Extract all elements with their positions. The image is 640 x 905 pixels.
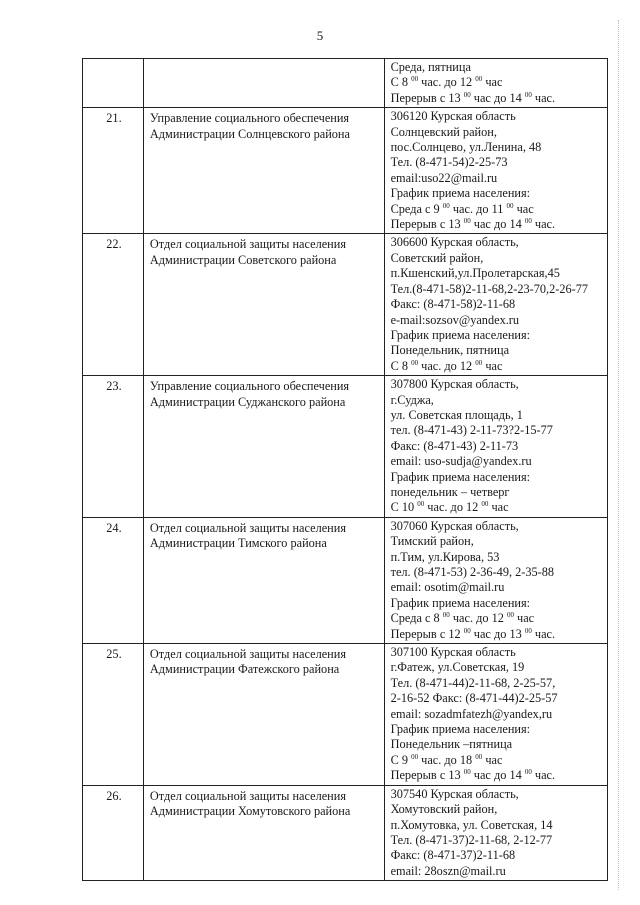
contact-line [391, 611, 603, 626]
contact-text: График приема населения: [390, 595, 531, 610]
contact-line [391, 565, 603, 580]
contact-text: час [482, 75, 503, 90]
contact-line [391, 802, 603, 817]
time-minutes-superscript: 00 [524, 216, 532, 225]
contact-line [391, 534, 603, 549]
contact-line [391, 848, 603, 863]
contact-line [391, 140, 603, 155]
contact-line [391, 343, 603, 358]
contact-text: 306600 Курская область, [390, 235, 519, 250]
page-number: 5 [316, 28, 324, 43]
office-contacts [384, 644, 607, 786]
contact-text: п.Хомутовка, ул. Советская, 14 [390, 817, 553, 832]
office-name-line: Администрации Солнцевского района [149, 126, 350, 141]
contact-line [391, 297, 603, 312]
time-minutes-superscript: 00 [463, 90, 471, 99]
contact-line [391, 125, 603, 140]
time-minutes-superscript: 00 [411, 75, 419, 84]
row-number: 22. [83, 234, 144, 376]
contact-text: понедельник – четверг [390, 484, 510, 499]
contact-text: Тел. (8-471-54)2-25-73 [390, 155, 508, 170]
contact-line [391, 737, 603, 752]
office-contacts [384, 59, 607, 108]
contact-line [391, 864, 603, 879]
contact-text: Понедельник, пятница [390, 343, 510, 358]
contact-text: Перерыв с 13 [390, 768, 464, 783]
contact-text: час. до 12 [418, 358, 476, 373]
office-name [143, 644, 384, 786]
contact-text: час. до 12 [424, 500, 482, 515]
time-minutes-superscript: 00 [475, 358, 483, 367]
office-name-line: Администрации Советского района [149, 252, 337, 267]
contact-line [391, 660, 603, 675]
contact-line [391, 645, 603, 660]
contact-line [391, 485, 603, 500]
office-name-line: Управление социального обеспечения [149, 379, 350, 394]
table-row [83, 644, 608, 786]
contact-text: График приема населения: [390, 722, 531, 737]
time-minutes-superscript: 00 [411, 752, 419, 761]
page-edge-divider [618, 20, 620, 890]
contact-text: час. [531, 90, 556, 105]
contact-line [391, 722, 603, 737]
contact-line [391, 691, 603, 706]
contact-line [391, 328, 603, 343]
contact-line [391, 235, 603, 250]
contact-text: 307800 Курская область, [390, 377, 519, 392]
office-name [143, 376, 384, 518]
contact-text: 2-16-52 Факс: (8-471-44)2-25-57 [390, 691, 558, 706]
contact-text: С 8 [390, 358, 412, 373]
contact-text: Тел.(8-471-58)2-11-68,2-23-70,2-26-77 [390, 281, 589, 296]
contact-line [391, 359, 603, 374]
table-row [83, 234, 608, 376]
contact-text: пос.Солнцево, ул.Ленина, 48 [390, 140, 542, 155]
row-number [83, 59, 144, 108]
time-minutes-superscript: 00 [463, 216, 471, 225]
contact-line [391, 833, 603, 848]
office-name-line: Администрации Фатежского района [149, 662, 340, 677]
contact-text: час. до 18 [418, 752, 476, 767]
contact-line [391, 627, 603, 642]
office-contacts [384, 108, 607, 234]
contact-line [391, 282, 603, 297]
office-name [143, 785, 384, 880]
office-name-line: Отдел социальной защиты населения [149, 647, 346, 662]
office-name [143, 234, 384, 376]
contact-line [391, 109, 603, 124]
contact-text: Солнцевский район, [390, 124, 497, 139]
contact-line [391, 818, 603, 833]
table-row [83, 376, 608, 518]
contact-text: 306120 Курская область [390, 109, 516, 124]
contact-line [391, 470, 603, 485]
row-number: 26. [83, 785, 144, 880]
contact-line [391, 377, 603, 392]
table-row [83, 517, 608, 643]
contact-text: Перерыв с 12 [390, 626, 464, 641]
time-minutes-superscript: 00 [506, 611, 514, 620]
office-contacts [384, 376, 607, 518]
contact-text: час до 14 [470, 768, 525, 783]
contact-text: 307100 Курская область [390, 645, 516, 660]
contact-text: С 9 [390, 752, 412, 767]
row-number: 24. [83, 517, 144, 643]
contact-text: Перерыв с 13 [390, 217, 464, 232]
contact-text: п.Тим, ул.Кирова, 53 [390, 549, 500, 564]
contact-text: час. [531, 217, 556, 232]
row-number: 25. [83, 644, 144, 786]
table-row [83, 108, 608, 234]
office-contacts [384, 517, 607, 643]
office-name-line: Администрации Суджанского района [149, 394, 346, 409]
time-minutes-superscript: 00 [442, 201, 450, 210]
offices-table [82, 58, 608, 881]
table-row [83, 59, 608, 108]
contact-text: час. до 12 [418, 75, 476, 90]
time-minutes-superscript: 00 [475, 75, 483, 84]
office-name-line: Отдел социальной защиты населения [149, 520, 346, 535]
office-name [143, 517, 384, 643]
contact-text: Тел. (8-471-44)2-11-68, 2-25-57, [390, 675, 556, 690]
contact-line [391, 423, 603, 438]
office-name-line: Управление социального обеспечения [149, 111, 350, 126]
contact-text: час [488, 500, 509, 515]
contact-text: С 8 [390, 75, 412, 90]
contact-text: График приема населения: [390, 186, 531, 201]
contact-text: час [482, 752, 503, 767]
contact-text: email: osotim@mail.ru [390, 580, 505, 595]
contact-text: Тимский район, [390, 534, 474, 549]
contact-text: Факс: (8-471-43) 2-11-73 [390, 438, 519, 453]
contact-line [391, 313, 603, 328]
contact-text: ул. Советская площадь, 1 [390, 407, 523, 422]
time-minutes-superscript: 00 [463, 768, 471, 777]
contact-line [391, 676, 603, 691]
contact-text: e-mail:sozsov@yandex.ru [390, 312, 520, 327]
contact-text: час [482, 358, 503, 373]
contact-text: час до 14 [470, 217, 525, 232]
contact-text: час. до 12 [449, 611, 507, 626]
contact-line [391, 155, 603, 170]
contact-text: 307540 Курская область, [390, 786, 519, 801]
contact-text: email: 28oszn@mail.ru [390, 863, 506, 878]
contact-text: час до 14 [470, 90, 525, 105]
contact-text: Среда, пятница [390, 60, 471, 74]
contact-line [391, 439, 603, 454]
contact-text: Факс: (8-471-58)2-11-68 [390, 297, 516, 312]
office-contacts [384, 234, 607, 376]
contact-line [391, 60, 603, 75]
contact-text: 307060 Курская область, [390, 518, 519, 533]
time-minutes-superscript: 00 [411, 358, 419, 367]
contact-text: час [513, 201, 534, 216]
contact-text: email: uso-sudja@yandex.ru [390, 454, 532, 469]
contact-text: г.Суджа, [390, 392, 434, 407]
contact-line [391, 768, 603, 783]
contact-text: Тел. (8-471-37)2-11-68, 2-12-77 [390, 832, 553, 847]
contact-text: час. до 11 [449, 201, 507, 216]
contact-text: час. [531, 768, 556, 783]
contact-text: час. [531, 626, 556, 641]
contact-line [391, 186, 603, 201]
contact-line [391, 171, 603, 186]
contact-text: тел. (8-471-43) 2-11-73?2-15-77 [390, 423, 553, 438]
contact-text: Советский район, [390, 250, 484, 265]
contact-text: Факс: (8-471-37)2-11-68 [390, 848, 516, 863]
contact-text: Хомутовский район, [390, 802, 498, 817]
office-contacts [384, 785, 607, 880]
contact-text: График приема населения: [390, 327, 531, 342]
contact-text: тел. (8-471-53) 2-36-49, 2-35-88 [390, 565, 555, 579]
contact-line [391, 519, 603, 534]
time-minutes-superscript: 00 [417, 500, 425, 509]
office-name-line: Администрации Хомутовского района [149, 804, 351, 819]
contact-text: С 10 [390, 500, 418, 515]
contact-line [391, 707, 603, 722]
contact-line [391, 393, 603, 408]
contact-line [391, 408, 603, 423]
contact-line [391, 500, 603, 515]
contact-text: Среда с 9 [390, 201, 443, 216]
contact-line [391, 91, 603, 106]
office-name [143, 108, 384, 234]
contact-text: час до 13 [470, 626, 525, 641]
contact-text: п.Кшенский,ул.Пролетарская,45 [390, 266, 560, 281]
contact-line [391, 753, 603, 768]
contact-line [391, 580, 603, 595]
contact-text: График приема населения: [390, 469, 531, 484]
contact-text: г.Фатеж, ул.Советская, 19 [390, 660, 525, 675]
contact-line [391, 596, 603, 611]
contact-text: email: sozadmfatezh@yandex,ru [390, 706, 553, 721]
contact-line [391, 217, 603, 232]
contact-line [391, 75, 603, 90]
contact-text: Перерыв с 13 [390, 90, 464, 105]
time-minutes-superscript: 00 [463, 626, 471, 635]
time-minutes-superscript: 00 [481, 500, 489, 509]
offices-table-body [83, 59, 608, 881]
office-name [143, 59, 384, 108]
contact-line [391, 266, 603, 281]
time-minutes-superscript: 00 [475, 752, 483, 761]
time-minutes-superscript: 00 [524, 90, 532, 99]
office-name-line: Отдел социальной защиты населения [149, 788, 346, 803]
time-minutes-superscript: 00 [524, 626, 532, 635]
contact-text: email:uso22@mail.ru [390, 170, 498, 185]
time-minutes-superscript: 00 [442, 611, 450, 620]
office-name-line: Администрации Тимского района [149, 536, 327, 551]
time-minutes-superscript: 00 [506, 201, 514, 210]
row-number: 23. [83, 376, 144, 518]
contact-line [391, 251, 603, 266]
office-name-line: Отдел социальной защиты населения [149, 237, 346, 252]
contact-line [391, 202, 603, 217]
contact-line [391, 787, 603, 802]
contact-text: Среда с 8 [390, 611, 443, 626]
contact-line [391, 454, 603, 469]
contact-text: Понедельник –пятница [390, 737, 513, 752]
time-minutes-superscript: 00 [524, 768, 532, 777]
contact-line [391, 550, 603, 565]
contact-text: час [513, 611, 535, 626]
table-row [83, 785, 608, 880]
row-number: 21. [83, 108, 144, 234]
